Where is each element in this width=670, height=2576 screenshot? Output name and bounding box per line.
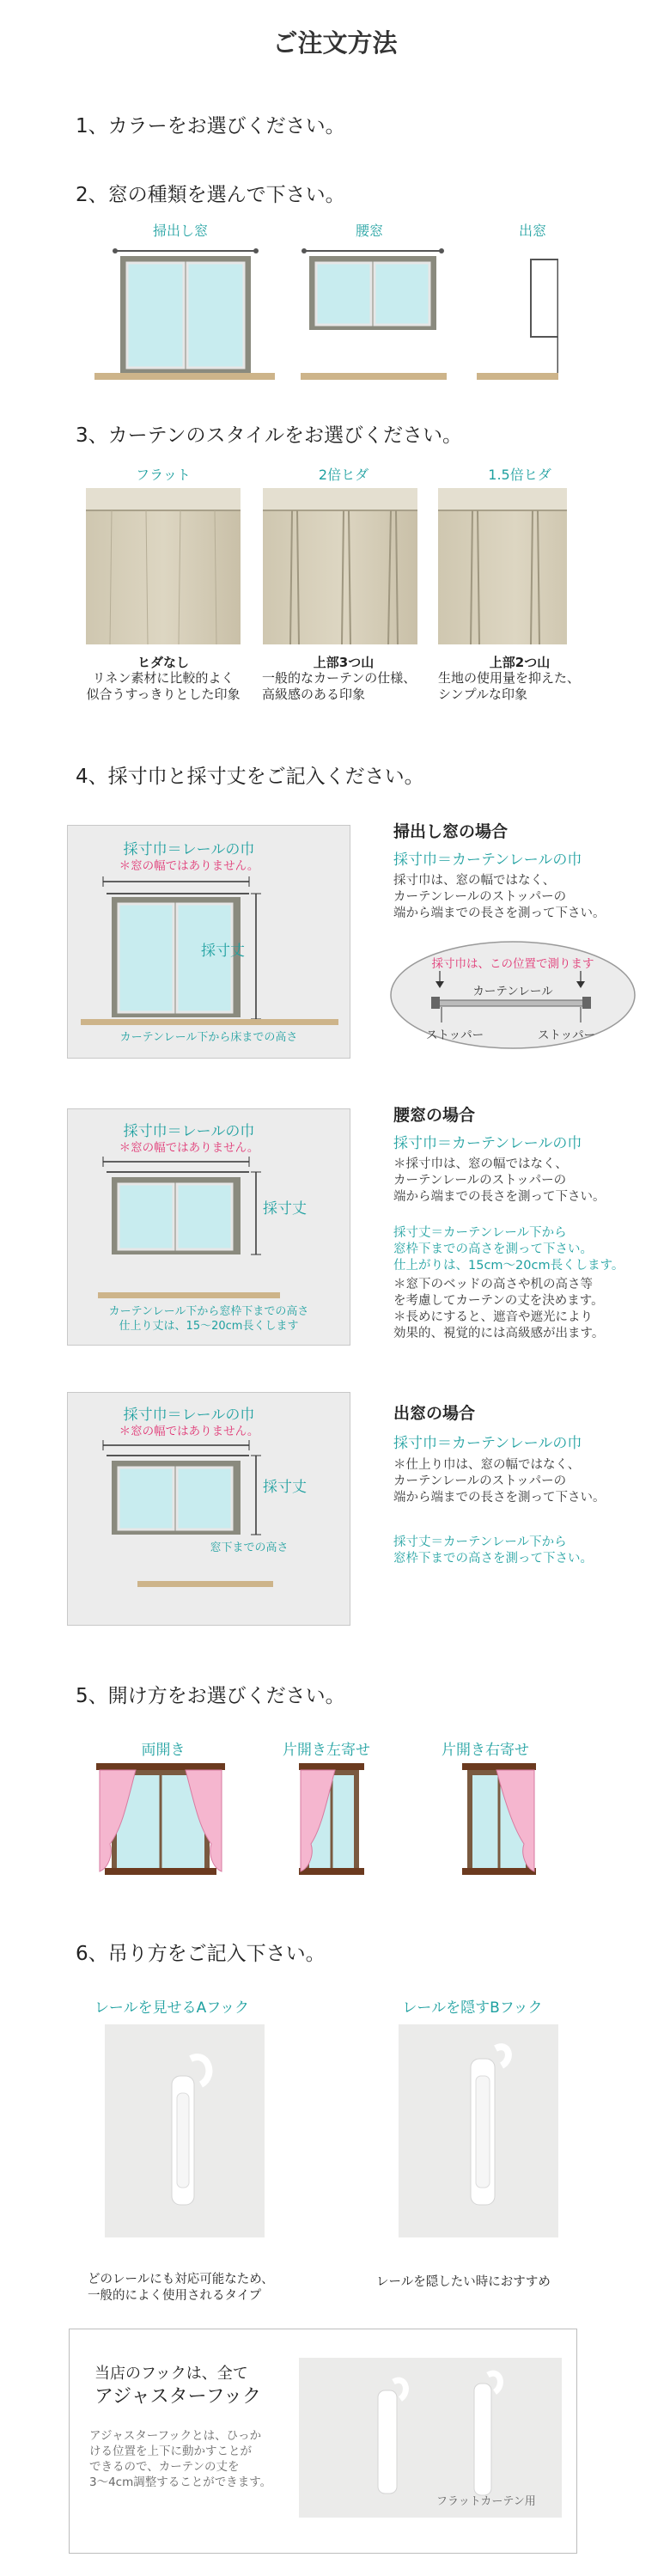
hook-photos bbox=[105, 2024, 558, 2239]
step6-heading: 6、吊り方をご記入下さい。 bbox=[76, 1943, 326, 1965]
window-type-koshi-label: 腰窓 bbox=[355, 223, 383, 239]
flat-caption-title: ヒダなし bbox=[137, 655, 189, 670]
koshi-measure-diagram bbox=[69, 1153, 349, 1299]
hakidashi-window-icon bbox=[94, 248, 275, 380]
koshi-width-eq: 採寸巾＝カーテンレールの巾 bbox=[393, 1135, 582, 1152]
step1-heading: 1、カラーをお選びください。 bbox=[76, 115, 345, 137]
open-right-label: 片開き右寄せ bbox=[442, 1742, 529, 1759]
open-right-icon bbox=[462, 1763, 536, 1875]
opening-style-illustration bbox=[93, 1760, 539, 1880]
hook-a-caption: どのレールにも対応可能なため、 一般的によく使用されるタイプ bbox=[88, 2273, 274, 2303]
2x-caption-title: 上部3つ山 bbox=[313, 655, 375, 670]
flat-caption: リネン素材に比較的よく 似合うすっきりとした印象 bbox=[86, 670, 241, 702]
open-left-icon bbox=[299, 1763, 364, 1875]
adjuster-title-line2: アジャスターフック bbox=[94, 2386, 262, 2408]
step5-heading: 5、開け方をお選びください。 bbox=[76, 1685, 345, 1707]
panel3-width-label: 採寸巾＝レールの巾 bbox=[123, 1407, 255, 1424]
hakidashi-heading: 掃出し窓の場合 bbox=[393, 822, 509, 841]
style-flat-label: フラット bbox=[136, 467, 191, 483]
panel3-height-label: 採寸丈 bbox=[263, 1479, 307, 1496]
hakidashi-width-eq: 採寸巾＝カーテンレールの巾 bbox=[393, 852, 582, 869]
panel2-floor-note: カーテンレール下から窓枠下までの高さ 仕上り丈は、15〜20cm長くします bbox=[108, 1305, 309, 1333]
koshi-note: ＊窓下のベッドの高さや机の高さ等 を考慮してカーテンの丈を決めます。 ＊長めにすると、遮音や遮光により 効果的、視覚的には高級感が出ます。 bbox=[393, 1278, 605, 1340]
2x-pleat-curtain-photo bbox=[263, 488, 417, 644]
hook-a-photo bbox=[105, 2024, 265, 2237]
adjuster-desc: アジャスターフックとは、ひっか ける位置を上下に動かすことが できるので、カーテンの丈を 3〜4cm調整することができます。 bbox=[89, 2429, 272, 2489]
panel1-width-label: 採寸巾＝レールの巾 bbox=[123, 841, 255, 858]
hakidashi-desc: 採寸巾は、窓の幅ではなく、 カーテンレールのストッパーの 端から端までの長さを測って下さい。 bbox=[393, 874, 606, 920]
hook-a-label: レールを見せるAフック bbox=[94, 1999, 250, 2017]
step2-heading: 2、窓の種類を選んで下さい。 bbox=[76, 184, 345, 206]
koshi-window-icon bbox=[301, 248, 447, 380]
curtain-style-photos bbox=[86, 488, 567, 644]
window-types-illustration bbox=[94, 234, 558, 388]
adjuster-photo-label: フラットカーテン用 bbox=[436, 2495, 536, 2508]
adjuster-title-line1: 当店のフックは、全て bbox=[94, 2365, 248, 2383]
style-2x-label: 2倍ヒダ bbox=[318, 467, 369, 483]
open-both-label: 両開き bbox=[141, 1742, 186, 1759]
koshi-heading: 腰窓の場合 bbox=[393, 1106, 476, 1125]
rail-label: カーテンレール bbox=[472, 985, 553, 998]
demado-width-eq: 採寸巾＝カーテンレールの巾 bbox=[393, 1435, 582, 1452]
flat-curtain-photo bbox=[86, 488, 241, 644]
panel2-width-note: ＊窓の幅ではありません。 bbox=[119, 1141, 259, 1155]
step4-heading: 4、採寸巾と採寸丈をご記入ください。 bbox=[76, 766, 424, 788]
bubble-note: 採寸巾は、この位置で測ります bbox=[431, 957, 594, 971]
panel3-width-note: ＊窓の幅ではありません。 bbox=[119, 1425, 259, 1438]
demado-heading: 出窓の場合 bbox=[393, 1404, 476, 1423]
open-left-label: 片開き左寄せ bbox=[283, 1742, 370, 1759]
panel1-width-note: ＊窓の幅ではありません。 bbox=[119, 859, 259, 873]
demado-window-icon bbox=[477, 259, 558, 380]
hook-b-label: レールを隠すBフック bbox=[402, 1999, 543, 2017]
demado-height-eq: 採寸丈＝カーテンレール下から 窓枠下までの高さを測って下さい。 bbox=[393, 1535, 593, 1566]
panel1-height-label: 採寸丈 bbox=[201, 943, 245, 960]
demado-desc: ＊仕上り巾は、窓の幅ではなく、 カーテンレールのストッパーの 端から端までの長さを測って下さい。 bbox=[393, 1458, 606, 1505]
stopper-right-label: ストッパー bbox=[538, 1029, 596, 1042]
step3-heading: 3、カーテンのスタイルをお選びください。 bbox=[76, 424, 463, 447]
panel2-height-label: 採寸丈 bbox=[263, 1200, 307, 1218]
hook-b-caption: レールを隠したい時におすすめ bbox=[376, 2275, 551, 2289]
demado-measure-diagram bbox=[69, 1437, 349, 1591]
panel1-floor-note: カーテンレール下から床までの高さ bbox=[119, 1031, 298, 1044]
1-5x-caption: 生地の使用量を抑えた、 シンプルな印象 bbox=[438, 670, 581, 702]
panel2-width-label: 採寸巾＝レールの巾 bbox=[123, 1123, 255, 1140]
hook-b-photo bbox=[399, 2024, 558, 2237]
1-5x-pleat-curtain-photo bbox=[438, 488, 567, 644]
koshi-height-eq: 採寸丈＝カーテンレール下から 窓枠下までの高さを測って下さい。 仕上がりは、15cm〜20cm長くします。 bbox=[393, 1226, 624, 1273]
open-both-icon bbox=[96, 1763, 225, 1875]
style-1-5x-label: 1.5倍ヒダ bbox=[488, 467, 551, 483]
1-5x-caption-title: 上部2つ山 bbox=[489, 655, 551, 670]
window-type-hakidashi-label: 掃出し窓 bbox=[152, 223, 208, 239]
koshi-desc: ＊採寸巾は、窓の幅ではなく、 カーテンレールのストッパーの 端から端までの長さを測って下さい。 bbox=[393, 1157, 606, 1204]
page-title: ご注文方法 bbox=[272, 28, 398, 58]
stopper-left-label: ストッパー bbox=[426, 1029, 484, 1042]
2x-caption: 一般的なカーテンの仕様、 高級感のある印象 bbox=[262, 670, 417, 702]
panel3-floor-note: 窓下までの高さ bbox=[210, 1541, 289, 1554]
window-type-demado-label: 出窓 bbox=[518, 223, 546, 239]
